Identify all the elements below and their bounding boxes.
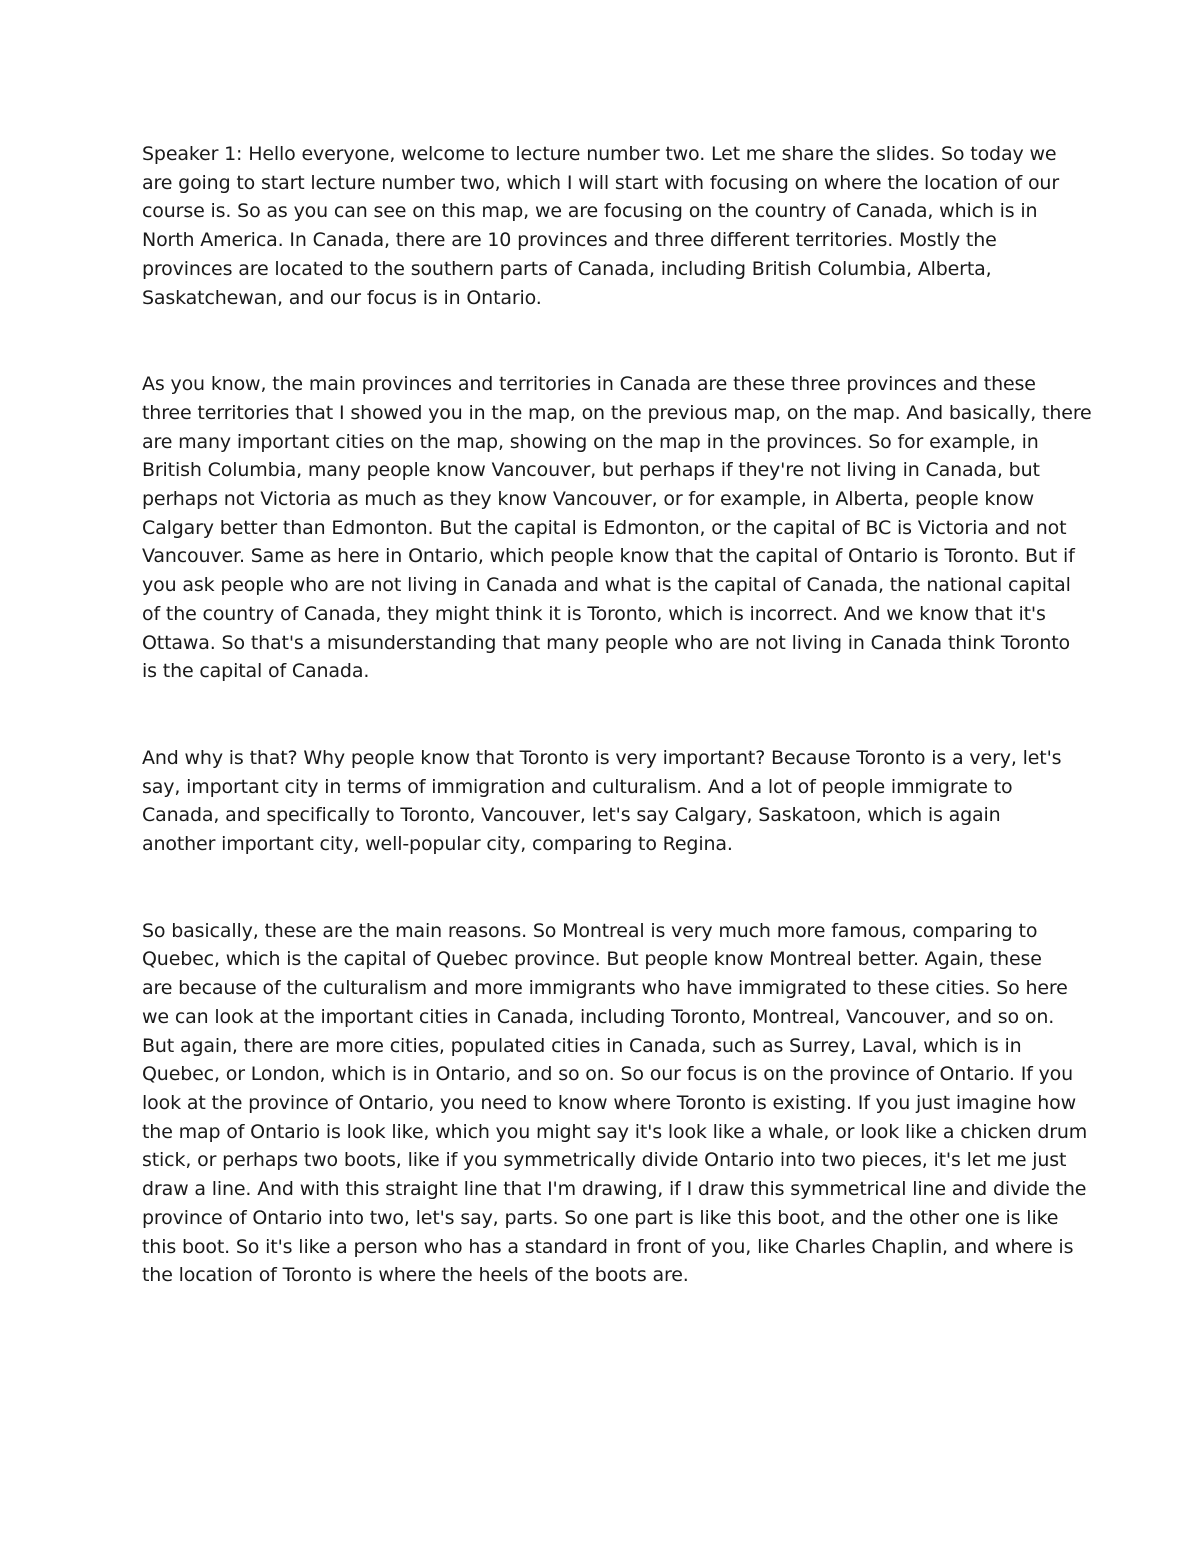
text-line: British Columbia, many people know Vancouver, but perhaps if they're not living in Canada, but [142, 459, 1040, 482]
text-line: the location of Toronto is where the heels of the boots are. [142, 1264, 689, 1287]
text-line: look at the province of Ontario, you need to know where Toronto is existing. If you just imagine how [142, 1091, 1077, 1114]
text-line: Saskatchewan, and our focus is in Ontario. [142, 286, 542, 309]
paragraph-3 [142, 744, 1062, 859]
text-line: you ask people who are not living in Canada and what is the capital of Canada, the national capital [142, 574, 1071, 597]
text-line: And why is that? Why people know that Toronto is very important? Because Toronto is a very, let's [142, 746, 1062, 769]
text-line: Vancouver. Same as here in Ontario, which people know that the capital of Ontario is Toronto. But if [142, 545, 1075, 568]
text-line: another important city, well-popular city, comparing to Regina. [142, 833, 733, 856]
paragraph-1 [142, 140, 1062, 312]
text-line: As you know, the main provinces and territories in Canada are these three provinces and these [142, 373, 1036, 396]
paragraph-4 [142, 917, 1088, 1290]
text-line: this boot. So it's like a person who has a standard in front of you, like Charles Chaplin, and where is [142, 1235, 1074, 1258]
text-line: course is. So as you can see on this map, we are focusing on the country of Canada, which is in [142, 200, 1038, 223]
text-line: North America. In Canada, there are 10 provinces and three different territories. Mostly the [142, 229, 997, 252]
text-line: Canada, and specifically to Toronto, Vancouver, let's say Calgary, Saskatoon, which is again [142, 804, 1001, 827]
text-line: we can look at the important cities in Canada, including Toronto, Montreal, Vancouver, and so on. [142, 1005, 1055, 1028]
text-line: of the country of Canada, they might think it is Toronto, which is incorrect. And we know that it's [142, 602, 1046, 625]
text-line: perhaps not Victoria as much as they know Vancouver, or for example, in Alberta, people know [142, 488, 1035, 511]
text-line: province of Ontario into two, let's say, parts. So one part is like this boot, and the other one is like [142, 1206, 1059, 1229]
text-line: So basically, these are the main reasons. So Montreal is very much more famous, comparing to [142, 919, 1038, 942]
text-line: is the capital of Canada. [142, 660, 370, 683]
text-line: draw a line. And with this straight line that I'm drawing, if I draw this symmetrical line and divide the [142, 1178, 1087, 1201]
text-line: are because of the culturalism and more immigrants who have immigrated to these cities. So here [142, 977, 1068, 1000]
text-line: are going to start lecture number two, which I will start with focusing on where the location of our [142, 171, 1059, 194]
transcript-body [142, 140, 1092, 1348]
text-line: Calgary better than Edmonton. But the capital is Edmonton, or the capital of BC is Victoria and not [142, 516, 1067, 539]
text-line: Ottawa. So that's a misunderstanding that many people who are not living in Canada think Toronto [142, 631, 1070, 654]
text-line: are many important cities on the map, showing on the map in the provinces. So for example, in [142, 430, 1039, 453]
text-line: Quebec, which is the capital of Quebec province. But people know Montreal better. Again, these [142, 948, 1042, 971]
text-line: But again, there are more cities, populated cities in Canada, such as Surrey, Laval, which is in [142, 1034, 1022, 1057]
text-line: provinces are located to the southern parts of Canada, including British Columbia, Alberta, [142, 257, 992, 280]
paragraph-2 [142, 370, 1092, 686]
text-line: Quebec, or London, which is in Ontario, and so on. So our focus is on the province of Ontario. If you [142, 1063, 1074, 1086]
text-line: Speaker 1: Hello everyone, welcome to lecture number two. Let me share the slides. So today we [142, 143, 1057, 165]
text-line: the map of Ontario is look like, which you might say it's look like a whale, or look like a chicken drum [142, 1120, 1088, 1143]
text-line: say, important city in terms of immigration and culturalism. And a lot of people immigrate to [142, 775, 1013, 798]
text-line: stick, or perhaps two boots, like if you symmetrically divide Ontario into two pieces, it's let me just [142, 1149, 1067, 1172]
text-line: three territories that I showed you in the map, on the previous map, on the map. And basically, there [142, 401, 1092, 424]
